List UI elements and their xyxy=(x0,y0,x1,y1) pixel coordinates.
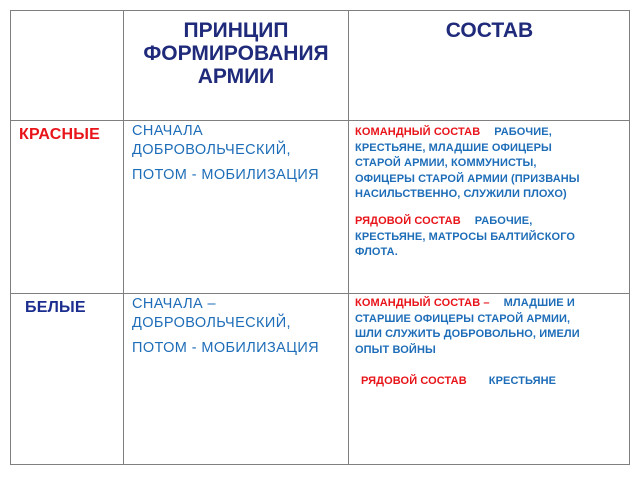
composition-text: СТАРШИЕ ОФИЦЕРЫ СТАРОЙ АРМИИ, xyxy=(355,312,571,325)
composition-text: ОПЫТ ВОЙНЫ xyxy=(355,343,436,356)
row-divider xyxy=(11,120,629,121)
header-principle-line: ПРИНЦИП xyxy=(183,19,289,42)
comparison-table xyxy=(10,10,630,465)
composition-text: КРЕСТЬЯНЕ, МЛАДШИЕ ОФИЦЕРЫ xyxy=(355,141,552,154)
reds-command-staff xyxy=(355,125,580,203)
header-composition-label: СОСТАВ xyxy=(445,19,534,42)
principle-line: СНАЧАЛА – xyxy=(132,296,217,312)
reds-rank-and-file xyxy=(355,214,575,261)
command-staff-label: КОМАНДНЫЙ СОСТАВ xyxy=(355,126,481,138)
row-label-reds: КРАСНЫЕ xyxy=(19,126,101,143)
header-principle xyxy=(124,19,348,88)
composition-text: КРЕСТЬЯНЕ, МАТРОСЫ БАЛТИЙСКОГО xyxy=(355,230,576,243)
principle-line: ПОТОМ - МОБИЛИЗАЦИЯ xyxy=(132,340,320,356)
composition-text: ОФИЦЕРЫ СТАРОЙ АРМИИ (ПРИЗВАНЫ xyxy=(355,172,580,185)
rank-and-file-label: РЯДОВОЙ СОСТАВ xyxy=(361,375,467,387)
whites-principle xyxy=(132,295,347,358)
principle-line: ПОТОМ - МОБИЛИЗАЦИЯ xyxy=(132,167,320,183)
whites-command-staff xyxy=(355,296,580,358)
composition-text: РАБОЧИЕ, xyxy=(494,126,552,138)
composition-text: СТАРОЙ АРМИИ, КОММУНИСТЫ, xyxy=(355,157,537,169)
whites-rank-and-file xyxy=(361,374,556,390)
dash: – xyxy=(483,297,490,309)
header-composition xyxy=(349,19,630,42)
column-divider xyxy=(348,11,349,464)
principle-line: ДОБРОВОЛЬЧЕСКИЙ, xyxy=(132,142,291,158)
composition-text: РАБОЧИЕ, xyxy=(474,215,533,227)
composition-text: ФЛОТА. xyxy=(355,246,398,258)
composition-text: МЛАДШИЕ И xyxy=(503,297,575,309)
composition-text: ШЛИ СЛУЖИТЬ ДОБРОВОЛЬНО, ИМЕЛИ xyxy=(355,328,580,340)
principle-line: ДОБРОВОЛЬЧЕСКИЙ, xyxy=(132,315,291,331)
rank-and-file-label: РЯДОВОЙ СОСТАВ xyxy=(355,215,461,227)
header-principle-line: АРМИИ xyxy=(197,65,275,88)
reds-principle xyxy=(132,122,347,185)
composition-text: НАСИЛЬСТВЕННО, СЛУЖИЛИ ПЛОХО) xyxy=(355,188,567,200)
row-divider xyxy=(11,293,629,294)
header-principle-line: ФОРМИРОВАНИЯ xyxy=(143,42,329,65)
command-staff-label: КОМАНДНЫЙ СОСТАВ xyxy=(355,297,481,309)
composition-text: КРЕСТЬЯНЕ xyxy=(488,375,557,387)
row-label-whites: БЕЛЫЕ xyxy=(25,299,86,316)
principle-line: СНАЧАЛА xyxy=(132,123,204,139)
